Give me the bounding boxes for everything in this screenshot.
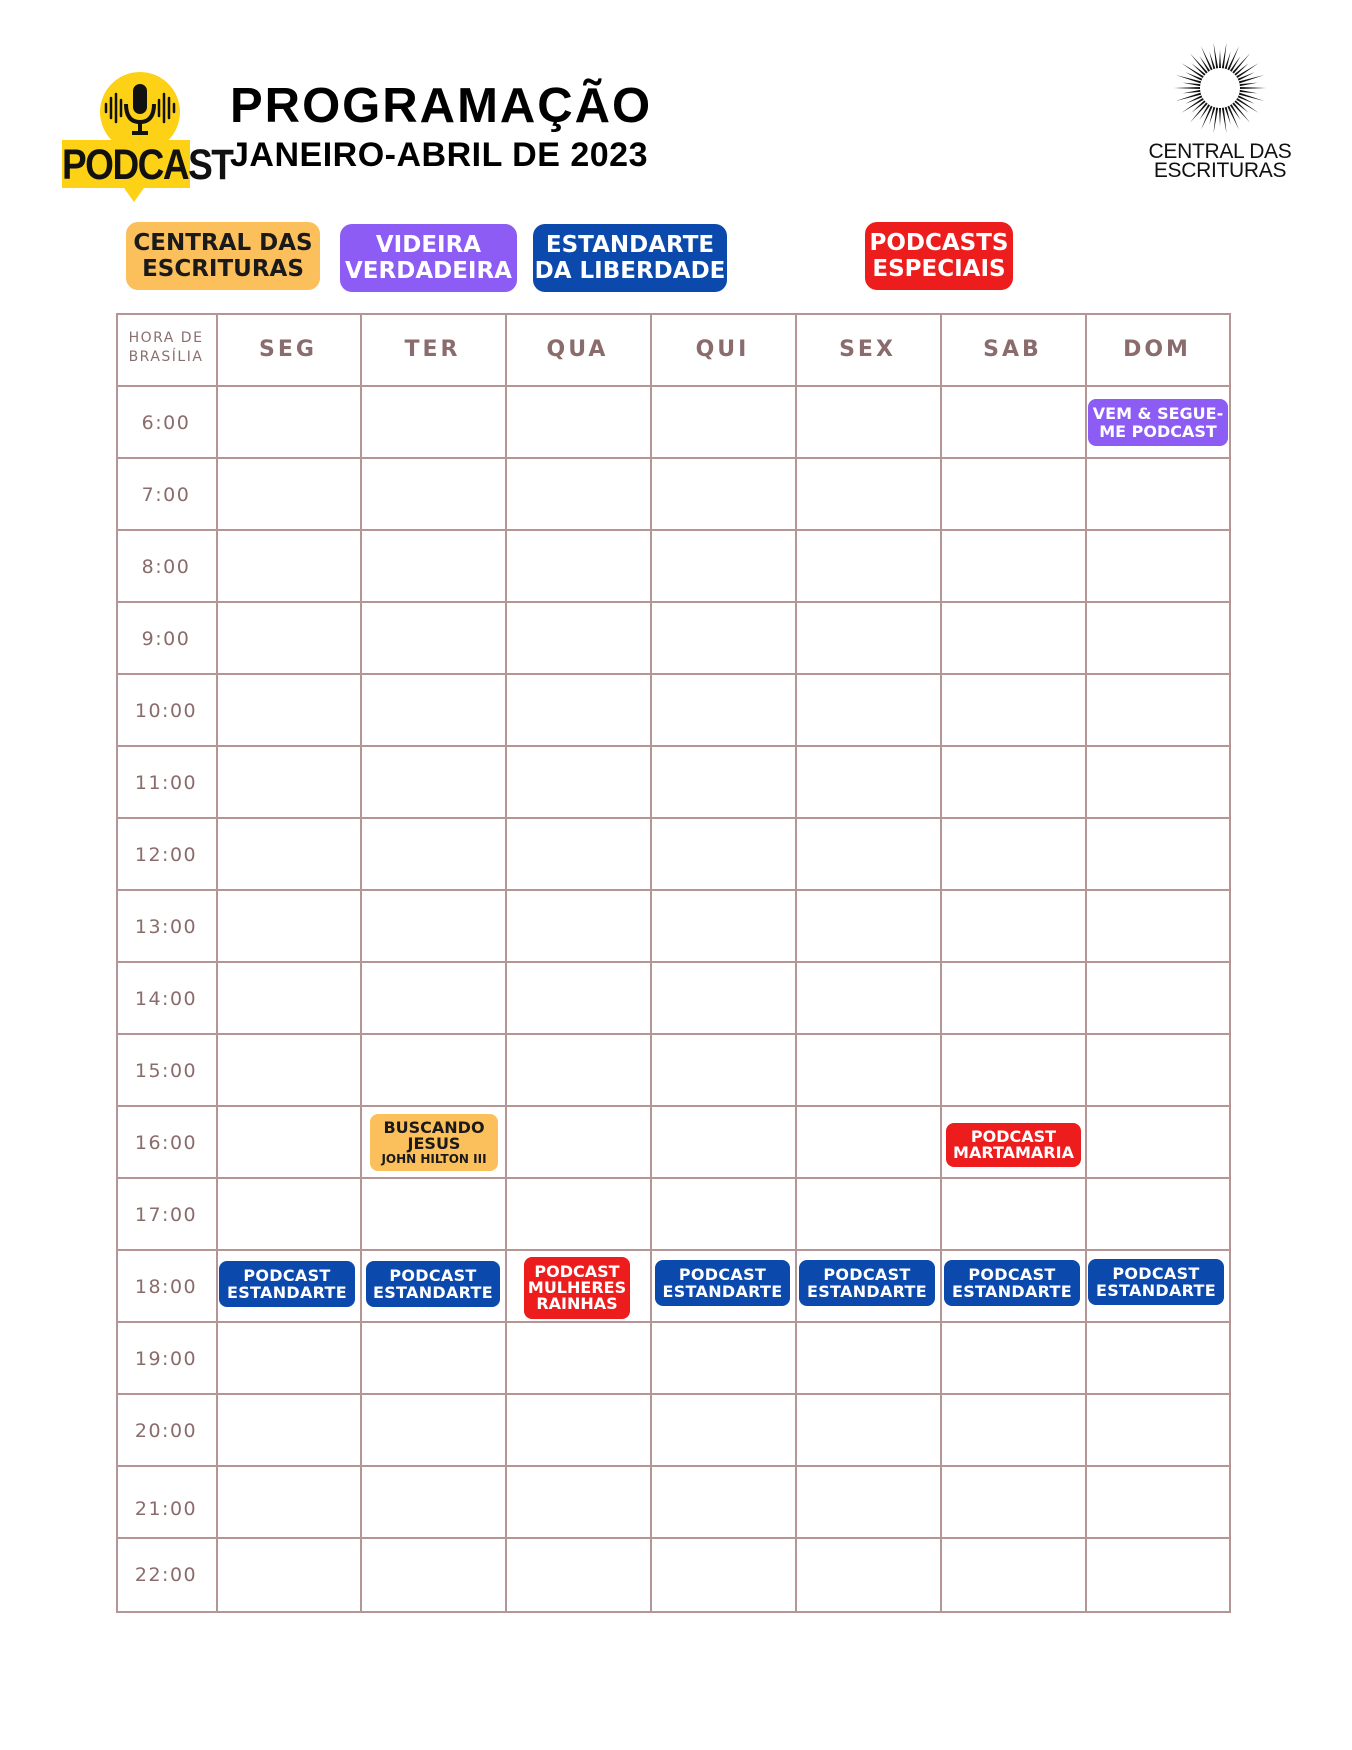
grid-line: [116, 889, 1231, 891]
day-header-sab: SAB: [983, 337, 1042, 362]
grid-line: [116, 745, 1231, 747]
event-buscando-jesus[interactable]: [370, 1114, 498, 1171]
hour-header-line2: BRASÍLIA: [128, 349, 204, 365]
sunburst-ray: [1222, 42, 1227, 68]
grid-line: [116, 385, 1231, 387]
hour-label: 14:00: [134, 988, 198, 1010]
page-subtitle: JANEIRO-ABRIL DE 2023: [230, 136, 648, 174]
sunburst-ray: [1185, 72, 1202, 80]
sunburst-ray: [1239, 75, 1264, 83]
hour-label: 19:00: [134, 1348, 198, 1370]
event-podcast-martamaria[interactable]: [946, 1123, 1081, 1167]
event-line: MULHERES: [527, 1278, 627, 1297]
brand-name: [1140, 142, 1300, 180]
day-header-dom: DOM: [1123, 337, 1191, 362]
legend-line: PODCASTS: [869, 230, 1009, 256]
day-header-seg: SEG: [259, 337, 317, 362]
grid-line: [650, 313, 652, 1613]
event-podcast-estandarte-seg[interactable]: [219, 1261, 355, 1307]
event-line: JESUS: [407, 1133, 461, 1153]
event-line: PODCAST: [970, 1127, 1057, 1146]
hour-label: 6:00: [141, 412, 191, 434]
event-line: ESTANDARTE: [806, 1282, 927, 1301]
sunburst-ray: [1182, 83, 1200, 87]
day-header-sex: SEX: [839, 337, 896, 362]
sunburst-ray: [1239, 93, 1264, 101]
event-line: PODCAST: [534, 1262, 620, 1281]
grid-line: [116, 1393, 1231, 1395]
legend-central-das-escrituras: [126, 222, 320, 290]
event-podcast-mulheres-rainhas[interactable]: [524, 1257, 630, 1319]
grid-line: [940, 313, 942, 1613]
grid-line: [505, 313, 507, 1613]
event-line: RAINHAS: [536, 1294, 618, 1313]
event-podcast-estandarte-sex[interactable]: [799, 1260, 935, 1306]
grid-line: [116, 1465, 1231, 1467]
grid-line: [116, 601, 1231, 603]
hour-header-line1: HORA DE: [128, 330, 204, 346]
event-line: ME PODCAST: [1099, 421, 1217, 441]
sunburst-center: [1201, 69, 1239, 107]
event-line: VEM & SEGUE-: [1092, 403, 1224, 423]
hour-label: 18:00: [134, 1276, 198, 1298]
legend-estandarte-da-liberdade: [533, 224, 727, 292]
hour-label: 13:00: [134, 916, 198, 938]
event-line: JOHN HILTON III: [381, 1151, 487, 1166]
event-line: ESTANDARTE: [226, 1283, 347, 1302]
brand-logo: [1140, 40, 1300, 180]
brand-name-line2: ESCRITURAS: [1153, 159, 1287, 182]
grid-line: [116, 1249, 1231, 1251]
grid-line: [116, 1105, 1231, 1107]
event-line: PODCAST: [1112, 1264, 1200, 1283]
grid-line: [116, 313, 118, 1613]
legend-videira-verdadeira: [340, 224, 517, 292]
event-podcast-estandarte-ter[interactable]: [366, 1261, 500, 1307]
hour-label: 16:00: [134, 1132, 198, 1154]
brand-name-line1: CENTRAL DAS: [1148, 140, 1292, 163]
hour-label: 22:00: [134, 1564, 198, 1586]
sunburst-ray: [1182, 90, 1200, 94]
day-header-qui: QUI: [695, 337, 750, 362]
legend-line: ESCRITURAS: [142, 256, 304, 282]
grid-line: [795, 313, 797, 1613]
event-podcast-estandarte-qui[interactable]: [655, 1260, 790, 1306]
sunburst-ray: [1213, 42, 1218, 68]
schedule-table: [116, 313, 1231, 1613]
sunburst-ray: [1240, 83, 1258, 87]
grid-line: [116, 1537, 1231, 1539]
sunburst-icon: [1172, 40, 1268, 136]
event-line: PODCAST: [968, 1265, 1056, 1284]
event-line: PODCAST: [243, 1266, 331, 1285]
hour-label: 11:00: [134, 772, 198, 794]
event-podcast-estandarte-dom[interactable]: [1088, 1259, 1224, 1305]
grid-line: [116, 1611, 1231, 1613]
day-header-ter: TER: [404, 337, 461, 362]
grid-line: [116, 1321, 1231, 1323]
hour-label: 20:00: [134, 1420, 198, 1442]
sunburst-ray: [1222, 108, 1227, 134]
sunburst-ray: [1238, 95, 1255, 103]
sunburst-ray: [1238, 72, 1255, 80]
sunburst-ray: [1240, 87, 1266, 89]
sunburst-ray: [1219, 108, 1221, 126]
sunburst-ray: [1240, 90, 1258, 94]
event-line: PODCAST: [389, 1266, 477, 1285]
grid-line: [116, 961, 1231, 963]
page-title: PROGRAMAÇÃO: [230, 79, 653, 133]
hour-column-header: [116, 329, 216, 367]
legend-podcasts-especiais: [865, 222, 1013, 290]
sunburst-ray: [1174, 87, 1200, 89]
grid-line: [116, 529, 1231, 531]
sunburst-ray: [1219, 50, 1221, 68]
hour-label: 9:00: [141, 628, 191, 650]
hour-label: 7:00: [141, 484, 191, 506]
event-podcast-estandarte-sab[interactable]: [944, 1260, 1080, 1306]
podcast-logo-text: PODCAST: [62, 140, 233, 188]
grid-line: [116, 313, 1231, 315]
legend-line: VERDADEIRA: [345, 258, 512, 284]
grid-line: [360, 313, 362, 1613]
grid-line: [116, 1177, 1231, 1179]
hour-label: 15:00: [134, 1060, 198, 1082]
grid-line: [116, 673, 1231, 675]
hour-label: 12:00: [134, 844, 198, 866]
hour-label: 10:00: [134, 700, 198, 722]
legend-line: VIDEIRA: [375, 232, 482, 258]
legend-line: ESTANDARTE: [545, 232, 715, 258]
grid-line: [1229, 313, 1231, 1613]
grid-line: [116, 1033, 1231, 1035]
day-header-qua: QUA: [546, 337, 609, 362]
event-line: MARTAMARIA: [953, 1143, 1074, 1162]
grid-line: [116, 457, 1231, 459]
grid-line: [116, 817, 1231, 819]
event-line: ESTANDARTE: [951, 1282, 1072, 1301]
sunburst-ray: [1185, 95, 1202, 103]
grid-line: [1085, 313, 1087, 1613]
podcast-logo: [62, 70, 233, 202]
hour-label: 21:00: [134, 1498, 198, 1520]
event-vem-e-segue-me[interactable]: [1088, 399, 1228, 446]
event-line: PODCAST: [678, 1265, 767, 1284]
hour-label: 8:00: [141, 556, 191, 578]
legend-line: DA LIBERDADE: [534, 258, 726, 284]
event-line: ESTANDARTE: [372, 1283, 493, 1302]
event-line: PODCAST: [823, 1265, 911, 1284]
legend-line: CENTRAL DAS: [133, 230, 313, 256]
grid-line: [216, 313, 218, 1613]
hour-label: 17:00: [134, 1204, 198, 1226]
event-line: ESTANDARTE: [1095, 1281, 1216, 1300]
sunburst-ray: [1176, 75, 1201, 83]
event-line: BUSCANDO: [383, 1117, 485, 1137]
sunburst-ray: [1213, 108, 1218, 134]
sunburst-ray: [1176, 93, 1201, 101]
event-line: ESTANDARTE: [662, 1282, 783, 1301]
legend-line: ESPECIAIS: [872, 256, 1006, 282]
